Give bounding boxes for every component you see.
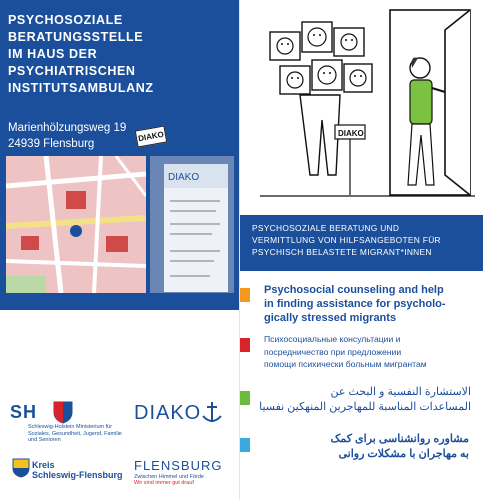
impressum-value: Stadt Flensburg | Die Oberbürgermeisterin | Stabsstelle Integration [48, 325, 205, 331]
door-sign-text: DIAKO [338, 129, 364, 138]
impressum-value: Stabsstelle Integration | Katja Jüngling [48, 333, 139, 339]
diako-sign-photo [150, 156, 234, 293]
sh-subtitle: Schleswig-Holstein Ministerium für Soziales, Gesundheit, Jugend, Familie und Senioren [28, 424, 122, 443]
impressum-value: © TBZ-Vermessung [48, 365, 95, 371]
title-line: INSTITUTSAMBULANZ [8, 81, 154, 95]
title-line: IM HAUS DER [8, 47, 98, 61]
impressum-row [8, 356, 234, 364]
impressum-row [8, 324, 234, 332]
title-line: PSYCHIATRISCHEN [8, 64, 136, 78]
impressum-value: Svenja Mix [48, 357, 74, 363]
arabic-line: المساعدات المناسبة للمهاجرين المنهكين نفسيا [259, 401, 471, 413]
diako-stamp: DIAKO [135, 126, 167, 148]
english-line: gically stressed migrants [264, 312, 397, 324]
impressum-key: Herausgeberin: [8, 325, 45, 331]
impressum-heading: IMPRESSUM [8, 315, 45, 321]
impressum-key: Gestaltung & Druck: [8, 341, 39, 355]
flyer-title [8, 12, 228, 97]
impressum-key: Redaktion: [8, 333, 34, 339]
diako-logo: DIAKO [134, 402, 202, 424]
flensburg-subtitle [134, 474, 204, 486]
impressum-key: Stand: [8, 373, 24, 379]
sign-brand: DIAKO [168, 172, 200, 183]
russian-line: посредничество при предложении [264, 346, 402, 357]
heading-line: PSYCHOSOZIALE BERATUNG UND [252, 223, 400, 233]
lightblue-accent-bar [240, 438, 250, 452]
russian-text [264, 333, 427, 371]
map-graphic [6, 156, 146, 293]
street: Marienhölzungsweg 19 [8, 122, 127, 134]
flensburg-tagline: Zwischen Himmel und Förde [134, 474, 204, 480]
impressum-row [8, 340, 234, 356]
impressum-row [8, 372, 234, 380]
persian-line: به مهاجران با مشکلات روانی [338, 448, 469, 460]
address [8, 120, 126, 152]
illustration-graphic [240, 0, 483, 215]
persian-line: مشاوره روانشناسی برای کمک [330, 433, 469, 445]
illustration [240, 0, 483, 215]
sign-graphic [150, 156, 234, 293]
title-line: BERATUNGSSTELLE [8, 30, 144, 44]
english-line: in finding assistance for psycholo- [264, 298, 446, 310]
impressum-row [8, 332, 234, 340]
impressum-row [8, 364, 234, 372]
sh-logo: SH [10, 402, 38, 422]
english-line: Psychosocial counseling and help [264, 284, 444, 296]
left-panel [0, 0, 240, 500]
heading-line: VERMITTLUNG VON HILFSANGEBOTEN FÜR [252, 235, 441, 245]
cross-anchor-icon [200, 400, 224, 426]
coat-of-arms-icon [52, 400, 74, 424]
title-line: PSYCHOSOZIALE [8, 13, 123, 27]
impressum [8, 314, 234, 380]
english-text [264, 283, 446, 325]
green-accent-bar [240, 391, 250, 405]
impressum-key: Illustrationen: [8, 357, 40, 363]
kreis-logo [32, 460, 123, 480]
orange-accent-bar [240, 288, 250, 302]
impressum-value: 2020 [48, 373, 60, 379]
kreis-line: Kreis [32, 460, 55, 470]
russian-line: Психосоциальные консультации и [264, 334, 401, 344]
kreis-coat-icon [12, 458, 30, 478]
city-map [6, 156, 146, 293]
flensburg-logo: FLENSBURG [134, 458, 223, 473]
red-accent-bar [240, 338, 250, 352]
russian-line: помощи психически больным мигрантам [264, 359, 427, 369]
arabic-line: الاستشارة النفسية و البحث عن [330, 386, 471, 398]
impressum-value: Stadt Flensburg [48, 341, 86, 347]
heading-line: PSYCHISCH BELASTETE MIGRANT*INNEN [252, 247, 432, 257]
impressum-key: Stadtplan: [8, 365, 32, 371]
arabic-text [259, 385, 471, 415]
partner-logos [0, 388, 240, 500]
persian-text [331, 432, 469, 462]
kreis-line: Schleswig-Flensburg [32, 470, 123, 480]
city: 24939 Flensburg [8, 138, 95, 150]
flensburg-slogan: Wir sind immer gut drauf [134, 480, 194, 486]
right-panel [240, 0, 483, 500]
section-heading [252, 222, 477, 258]
